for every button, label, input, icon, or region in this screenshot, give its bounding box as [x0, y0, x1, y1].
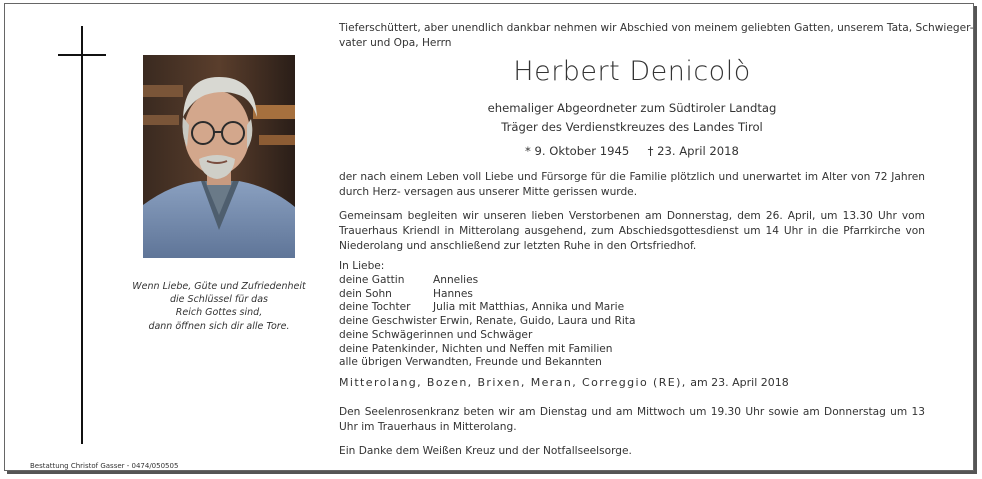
mourner-names: Erwin, Renate, Guido, Laura und Rita	[439, 315, 636, 328]
poem-line: Wenn Liebe, Güte und Zufriedenheit	[132, 281, 306, 292]
places: Mitterolang, Bozen, Brixen, Meran, Correggio (RE),	[339, 376, 687, 389]
undertaker-contact: Bestattung Christof Gasser - 0474/050505	[30, 462, 179, 470]
cross-icon	[81, 26, 83, 444]
mourner-names: Julia mit Matthias, Annika und Marie	[433, 301, 625, 314]
role-line: Träger des Verdienstkreuzes des Landes Tirol	[501, 120, 763, 134]
memorial-poem	[128, 280, 310, 333]
role-line: ehemaliger Abgeordneter zum Südtiroler Landtag	[487, 101, 777, 115]
mourner-names: Hannes	[433, 287, 473, 300]
mourner-row: deine Patenkinder, Nichten und Neffen mit Familien	[339, 342, 613, 355]
funeral-text: Gemeinsam begleiten wir unseren lieben Verstorbenen am Donnerstag, dem 26. April, um 13.30 Uhr vom Trauerhaus Kriendl in Mitterolang ausgehend, zum Abschiedsgottesdienst um 14 Uhr in die Pfarrkirche von Niederolang und anschließend zur letzten Ruhe in den Ortsfriedhof.	[339, 210, 925, 252]
poem-line: Reich Gottes sind,	[175, 307, 263, 319]
portrait-photo	[143, 55, 295, 258]
mourner-names: Annelies	[433, 274, 479, 286]
life-dates: * 9. Oktober 1945 † 23. April 2018	[525, 144, 739, 158]
mourner-relation: deine Geschwister	[339, 315, 437, 328]
intro-line: Tieferschüttert, aber unendlich dankbar nehmen wir Abschied von meinem geliebten Gatten, unserem Tata, Schwieger-	[339, 22, 974, 34]
thanks-text: Ein Danke dem Weißen Kreuz und der Notfallseelsorge.	[339, 445, 632, 457]
mourner-row	[339, 288, 635, 302]
poem-line: dann öffnen sich dir alle Tore.	[148, 320, 290, 332]
mourner-row: alle übrigen Verwandten, Freunde und Bekannten	[339, 356, 602, 369]
mourner-row	[339, 274, 635, 288]
cross-icon-bar	[58, 54, 106, 56]
roles	[339, 99, 925, 137]
mourner-relation: deine Tochter	[339, 301, 411, 314]
intro-text	[339, 21, 974, 51]
mourner-relation: deine Gattin	[339, 274, 405, 286]
mourner-row	[339, 301, 635, 315]
place-date-line	[339, 376, 789, 390]
mourner-row: deine Schwägerinnen und Schwäger	[339, 328, 533, 341]
poem-line: die Schlüssel für das	[170, 294, 268, 306]
mourner-relation: dein Sohn	[339, 287, 392, 300]
mourners-list	[339, 274, 635, 370]
intro-line: vater und Opa, Herrn	[339, 37, 452, 49]
rosary-text: Den Seelenrosenkranz beten wir am Dienstag und am Mittwoch um 19.30 Uhr sowie am Donnerstag um 13 Uhr im Trauerhaus in Mitterolang.	[339, 406, 925, 433]
mourners-heading: In Liebe:	[339, 260, 385, 272]
deceased-name: Herbert Denicolò	[513, 56, 751, 87]
place-date: am 23. April 2018	[686, 376, 789, 389]
passing-text: der nach einem Leben voll Liebe und Fürsorge für die Familie plötzlich und unerwartet im Alter von 72 Jahren durch Herz- versagen aus unserer Mitte gerissen wurde.	[339, 171, 925, 198]
mourner-row	[339, 315, 635, 329]
